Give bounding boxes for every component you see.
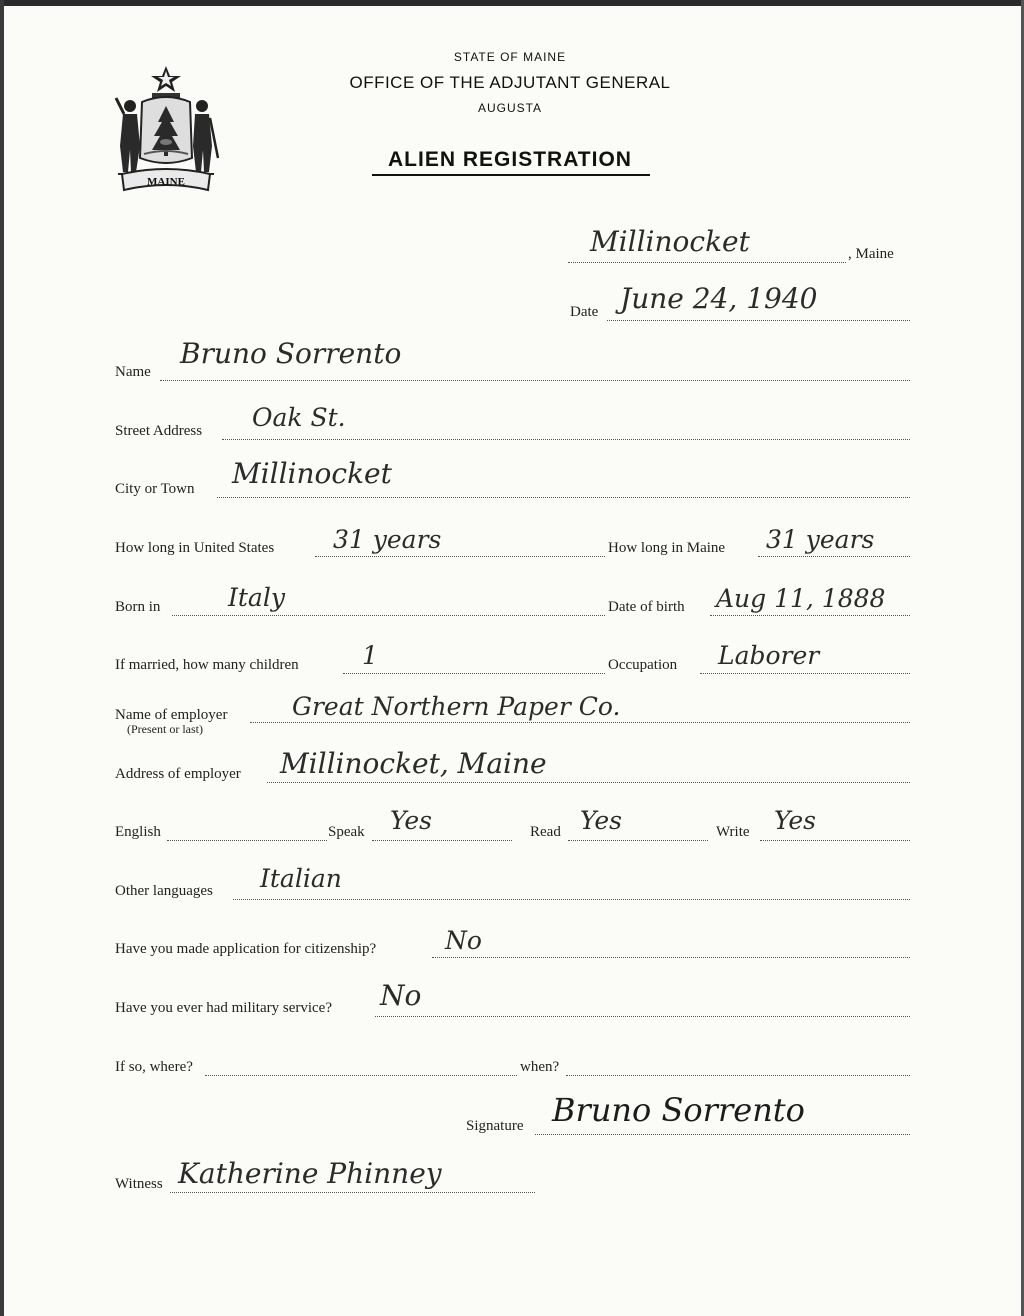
citizenship-line: [432, 957, 910, 958]
children-value[interactable]: 1: [362, 641, 378, 670]
scan-edge-left: [0, 0, 4, 1316]
citizenship-value[interactable]: No: [445, 926, 482, 955]
signature-value[interactable]: Bruno Sorrento: [552, 1091, 805, 1129]
how-long-maine-value[interactable]: 31 years: [766, 525, 875, 554]
street-line: [222, 439, 910, 440]
occupation-line: [700, 673, 910, 674]
if-so-where-label: If so, where?: [115, 1059, 193, 1075]
name-label: Name: [115, 364, 151, 380]
born-in-value[interactable]: Italy: [228, 583, 285, 612]
title-underline: [372, 174, 650, 176]
street-value[interactable]: Oak St.: [252, 403, 346, 432]
town-value[interactable]: Millinocket: [590, 225, 750, 258]
speak-value[interactable]: Yes: [390, 806, 432, 835]
other-languages-value[interactable]: Italian: [260, 864, 342, 893]
children-line: [343, 673, 605, 674]
born-in-line: [172, 615, 605, 616]
city-town-line: [217, 497, 910, 498]
military-value[interactable]: No: [380, 979, 422, 1012]
signature-label: Signature: [466, 1118, 524, 1134]
how-long-us-value[interactable]: 31 years: [333, 525, 442, 554]
military-line: [375, 1016, 910, 1017]
how-long-maine-label: How long in Maine: [608, 540, 726, 556]
occupation-value[interactable]: Laborer: [718, 641, 820, 670]
when-label: when?: [520, 1059, 560, 1075]
maine-label: , Maine: [848, 246, 894, 262]
employer-note: (Present or last): [127, 722, 203, 736]
date-label: Date: [570, 304, 599, 320]
write-value[interactable]: Yes: [774, 806, 816, 835]
english-line: [167, 840, 327, 841]
how-long-us-line: [315, 556, 605, 557]
employer-address-line: [267, 782, 910, 783]
born-in-label: Born in: [115, 599, 161, 615]
form-title: ALIEN REGISTRATION: [388, 148, 632, 171]
name-value[interactable]: Bruno Sorrento: [180, 337, 402, 370]
witness-line: [170, 1192, 535, 1193]
seal-banner-text: MAINE: [147, 176, 185, 188]
write-line: [760, 840, 910, 841]
speak-label: Speak: [328, 824, 365, 840]
date-of-birth-line: [710, 615, 910, 616]
date-of-birth-value[interactable]: Aug 11, 1888: [716, 584, 886, 613]
citizenship-label: Have you made application for citizenship?: [115, 941, 377, 957]
employer-line: [250, 722, 910, 723]
employer-address-label: Address of employer: [115, 766, 241, 782]
english-label: English: [115, 824, 161, 840]
header-city: AUGUSTA: [477, 101, 543, 115]
how-long-us-label: How long in United States: [115, 540, 275, 556]
other-languages-line: [233, 899, 910, 900]
header-office: OFFICE OF THE ADJUTANT GENERAL: [349, 73, 671, 92]
speak-line: [372, 840, 512, 841]
header-state: STATE OF MAINE: [453, 50, 567, 64]
date-of-birth-label: Date of birth: [608, 599, 685, 615]
scan-edge-top: [0, 0, 1024, 6]
street-label: Street Address: [115, 423, 203, 439]
employer-label: Name of employer: [115, 707, 228, 723]
write-label: Write: [716, 824, 750, 840]
children-label: If married, how many children: [115, 657, 299, 673]
name-line: [160, 380, 910, 381]
city-town-label: City or Town: [115, 481, 195, 497]
how-long-maine-line: [758, 556, 910, 557]
city-town-value[interactable]: Millinocket: [232, 457, 392, 490]
date-value[interactable]: June 24, 1940: [620, 282, 818, 315]
maine-state-seal-icon: [112, 62, 220, 194]
signature-line: [535, 1134, 910, 1135]
read-label: Read: [530, 824, 561, 840]
employer-value[interactable]: Great Northern Paper Co.: [292, 692, 621, 721]
military-label: Have you ever had military service?: [115, 1000, 332, 1016]
when-line: [566, 1075, 910, 1076]
other-languages-label: Other languages: [115, 883, 213, 899]
town-line: [568, 262, 846, 263]
if-so-where-line: [205, 1075, 517, 1076]
read-line: [568, 840, 708, 841]
employer-address-value[interactable]: Millinocket, Maine: [280, 747, 547, 780]
occupation-label: Occupation: [608, 657, 678, 673]
witness-label: Witness: [115, 1176, 163, 1192]
read-value[interactable]: Yes: [580, 806, 622, 835]
date-line: [607, 320, 910, 321]
witness-value[interactable]: Katherine Phinney: [178, 1157, 442, 1190]
